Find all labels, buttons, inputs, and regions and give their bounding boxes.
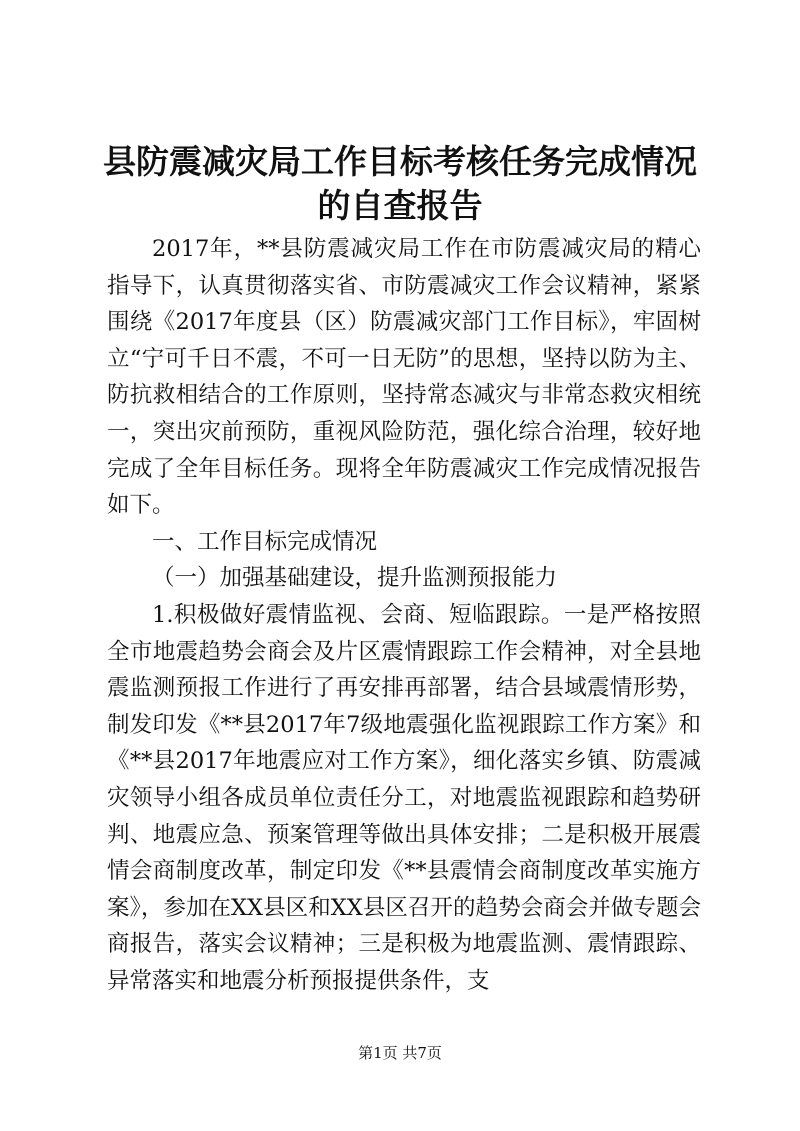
- document-title: 县防震减灾局工作目标考核任务完成情况的自查报告: [103, 142, 697, 225]
- subsection-heading: （一）加强基础建设，提升监测预报能力: [152, 565, 558, 591]
- section-heading: 一、工作目标完成情况: [152, 529, 378, 555]
- intro-paragraph: 2017年，**县防震减灾局工作在市防震减灾局的精心指导下，认真贯彻落实省、市防震减灾工作会议精神，紧紧围绕《2017年度县（区）防震减灾部门工作目标》，牢固树立“宁可千日不震，不可一日无防”的思想，坚持以防为主、防抗救相结合的工作原则，坚持常态减灾与非常态救灾相统一，突出灾前预防，重视风险防范，强化综合治理，较好地完成了全年目标任务。现将全年防震减灾工作完成情况报告如下。: [107, 236, 701, 519]
- item-paragraph: 1.积极做好震情监视、会商、短临跟踪。一是严格按照全市地震趋势会商会及片区震情跟踪工作会精神，对全县地震监测预报工作进行了再安排再部署，结合县域震情形势，制发印发《**县2017年7级地震强化监视跟踪工作方案》和《**县2017年地震应对工作方案》，细化落实乡镇、防震减灾领导小组各成员单位责任分工，对地震监视跟踪和趋势研判、地震应急、预案管理等做出具体安排；二是积极开展震情会商制度改革，制定印发《**县震情会商制度改革实施方案》，参加在XX县区和XX县区召开的趋势会商会并做专题会商报告，落实会议精神；三是积极为地震监测、震情跟踪、异常落实和地震分析预报提供条件，支: [107, 602, 701, 994]
- page-footer: 第1页 共7页: [358, 1044, 442, 1062]
